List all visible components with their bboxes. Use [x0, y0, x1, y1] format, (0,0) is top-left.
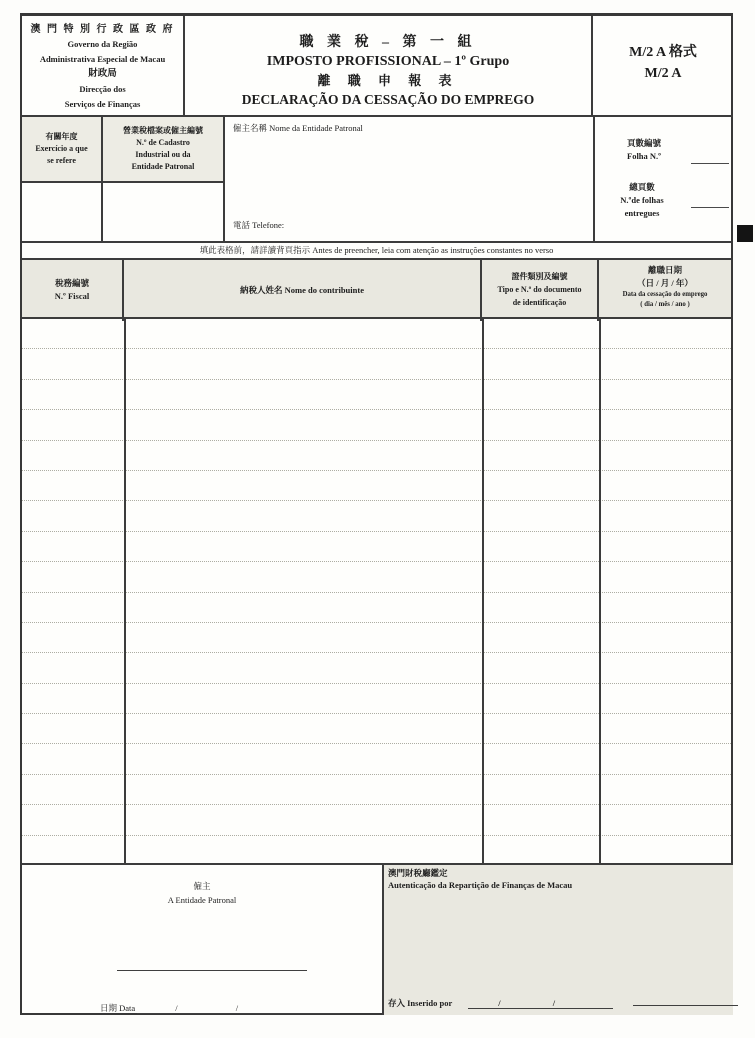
form-title-pt: IMPOSTO PROFISSIONAL – 1º Grupo [266, 54, 510, 69]
col-date-zh-1: 離職日期 [647, 265, 682, 275]
table-row [22, 744, 731, 774]
col-header-date [599, 260, 731, 321]
folha-label-group [601, 137, 687, 163]
page-numbers-cell [593, 117, 735, 243]
table-row [22, 836, 731, 865]
table-row [22, 805, 731, 835]
cadastro-label-zh: 營業稅檔案或僱主編號 [123, 126, 203, 135]
authentication-box [382, 865, 733, 1015]
issuer-gov-pt-2: Administrativa Especial de Macau [39, 54, 166, 64]
form-title-zh: 職 業 稅 – 第 一 組 [299, 35, 477, 50]
col-fiscal-pt: N.º Fiscal [54, 291, 90, 301]
col-header-name [124, 260, 482, 321]
cadastro-label-pt-1: N.º de Cadastro [136, 138, 190, 147]
col-name-label: 納稅人姓名 Nome do contribuinte [240, 285, 364, 295]
col-fiscal-zh: 稅務編號 [54, 278, 89, 288]
total-pages-label-group [597, 181, 687, 220]
table-row [22, 562, 731, 592]
employer-label-zh: 僱主 [193, 881, 211, 891]
table-row [22, 410, 731, 440]
table-row [22, 471, 731, 501]
col-date-pt-2: ( dia / mês / ano ) [640, 301, 690, 308]
employer-name-cell [225, 117, 593, 243]
year-header-cell [22, 117, 103, 183]
table-column-line-1 [124, 319, 126, 865]
form-title-block [185, 16, 593, 117]
authentication-label-zh: 澳門財稅廳鑑定 [388, 868, 448, 878]
form-code-zh: M/2 A 格式 [629, 45, 697, 60]
table-row [22, 441, 731, 471]
table-row [22, 714, 731, 744]
col-header-document [482, 260, 599, 321]
col-date-pt-1: Data da cessação do emprego [622, 291, 708, 298]
scan-registration-mark [737, 225, 753, 242]
form-code-box [593, 16, 733, 117]
table-row [22, 653, 731, 683]
inserted-date-fill-line: / / [468, 998, 613, 1009]
table-row [22, 623, 731, 653]
table-row [22, 349, 731, 379]
table-body-rows [22, 319, 731, 865]
cadastro-header-cell [103, 117, 225, 183]
inserted-by-label: 存入 Inserido por [388, 998, 453, 1008]
issuer-dsf-zh: 財政局 [88, 69, 117, 79]
phone-label: 電話 Telefone: [233, 220, 285, 230]
instruction-text: 填此表格前，請詳讀背頁指示 Antes de preencher, leia com atenção as instruções constantes no verso [199, 245, 554, 255]
cadastro-label-pt-2: Industrial ou da [135, 150, 191, 159]
signature-line [117, 970, 307, 971]
issuer-block [22, 16, 185, 117]
date-field [100, 1002, 340, 1014]
col-doc-zh: 證件類別及編號 [511, 272, 568, 281]
table-column-line-3 [599, 319, 601, 865]
issuer-gov-zh: 澳 門 特 別 行 政 區 政 府 [30, 24, 175, 35]
total-pages-label-zh: 總頁數 [629, 182, 655, 192]
cadastro-label-pt-3: Entidade Patronal [131, 162, 195, 171]
inserted-name-fill-line [633, 1005, 738, 1006]
folha-label-pt: Folha N.º [627, 151, 661, 161]
date-fill-line: / / [137, 1003, 340, 1014]
table-header [22, 258, 731, 319]
table-row [22, 319, 731, 349]
table-row [22, 380, 731, 410]
table-row [22, 775, 731, 805]
total-pages-fill-line [691, 207, 729, 208]
date-label: 日期 Data [100, 1003, 136, 1013]
table-row [22, 501, 731, 531]
table-row [22, 684, 731, 714]
issuer-dsf-pt-2: Serviços de Finanças [64, 99, 141, 109]
issuer-dsf-pt-1: Direcção dos [79, 84, 126, 94]
form-subtitle-pt: DECLARAÇÃO DA CESSAÇÃO DO EMPREGO [241, 92, 535, 107]
col-doc-pt-2: de identificação [512, 298, 567, 307]
year-label-pt-2: se refere [47, 156, 76, 165]
employer-signature-label [22, 879, 382, 907]
year-label-pt-1: Exercício a que [35, 144, 88, 153]
col-date-zh-2: （日 / 月 / 年） [637, 278, 693, 288]
table-row [22, 532, 731, 562]
employer-label-pt: A Entidade Patronal [167, 895, 237, 905]
table-row [22, 593, 731, 623]
issuer-gov-pt-1: Governo da Região [67, 39, 138, 49]
col-header-fiscal [22, 260, 124, 321]
cadastro-input-cell [103, 183, 225, 243]
col-doc-pt-1: Tipo e N.º do documento [497, 285, 582, 294]
folha-label-zh: 頁數編號 [626, 138, 661, 148]
year-input-cell [22, 183, 103, 243]
form-subtitle-zh: 離 職 申 報 表 [317, 73, 459, 88]
total-pages-label-pt-1: N.ºde folhas [620, 195, 664, 205]
table-column-line-2 [482, 319, 484, 865]
folha-fill-line [691, 163, 729, 164]
inserted-by-field [388, 997, 738, 1009]
total-pages-label-pt-2: entregues [624, 208, 660, 218]
year-label-zh: 有關年度 [45, 132, 78, 141]
form-code: M/2 A [644, 66, 682, 81]
employer-signature-box [22, 865, 382, 1015]
employer-name-label: 僱主名稱 Nome da Entidade Patronal [233, 123, 363, 133]
form-m2a-declaration [20, 13, 733, 1015]
authentication-label-pt: Autenticação da Repartição de Finanças de Macau [388, 880, 573, 890]
